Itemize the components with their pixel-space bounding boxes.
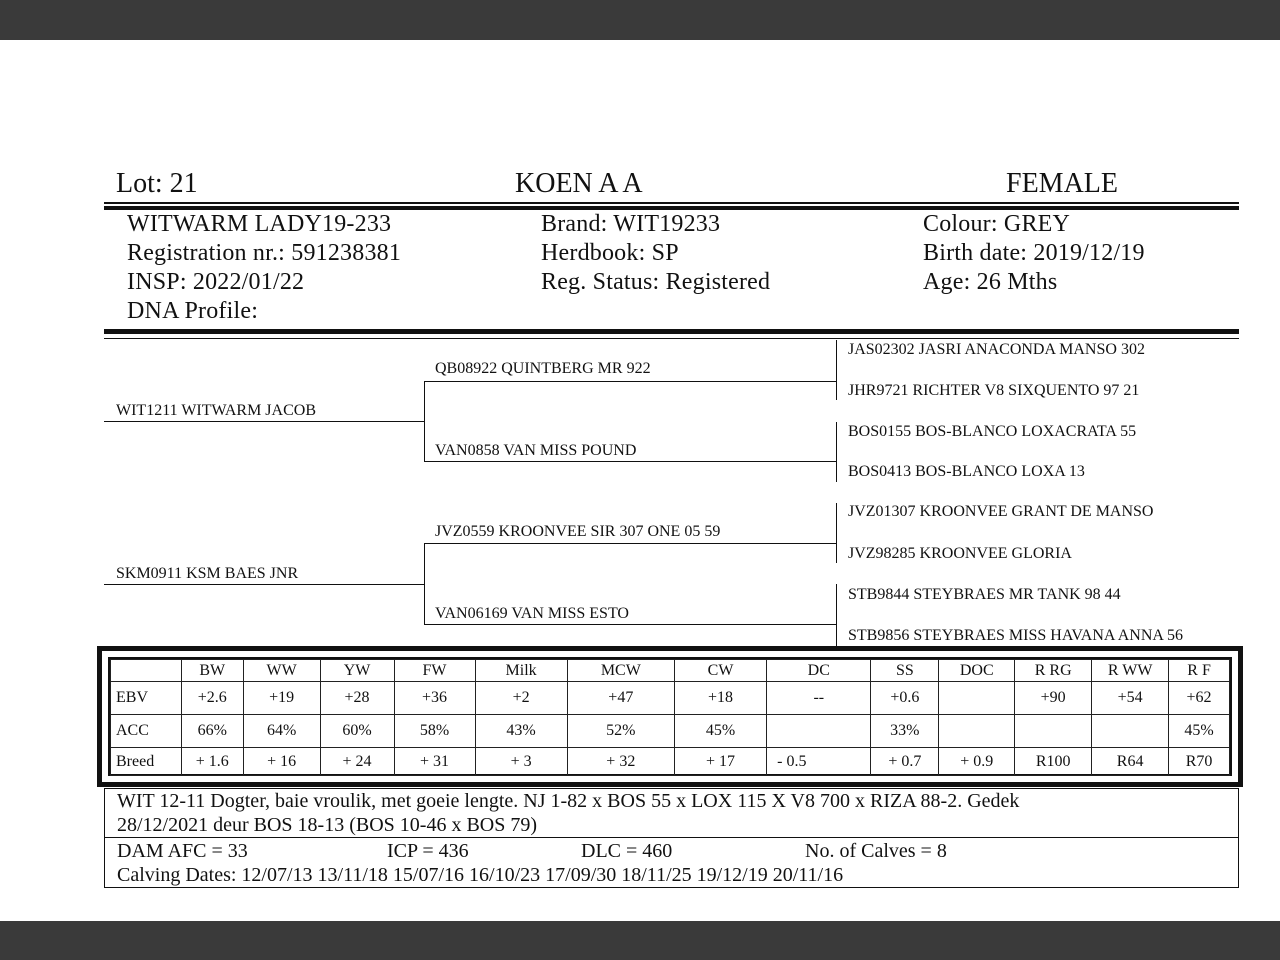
info-rule-thick	[104, 329, 1239, 334]
breed-cell: + 17	[674, 748, 766, 776]
ggp-2: JHR9721 RICHTER V8 SIXQUENTO 97 21	[848, 382, 1140, 399]
ebv-header: YW	[320, 660, 394, 682]
header-rule-thick	[104, 206, 1239, 210]
ebv-cell: +2	[475, 682, 567, 715]
ebv-cell: +62	[1169, 682, 1230, 715]
dam-dam-line	[424, 624, 836, 625]
ebv-cell: +2.6	[181, 682, 243, 715]
breed-cell: R100	[1015, 748, 1092, 776]
dam-sire-name: JVZ0559 KROONVEE SIR 307 ONE 05 59	[435, 523, 721, 540]
dam-bracket	[424, 544, 425, 625]
ebv-header: WW	[243, 660, 320, 682]
breed-cell: + 24	[320, 748, 394, 776]
sex-label: FEMALE	[1006, 168, 1118, 199]
age: Age: 26 Mths	[923, 269, 1058, 295]
breed-cell: + 16	[243, 748, 320, 776]
acc-cell: 43%	[475, 715, 567, 748]
acc-row	[111, 715, 1230, 748]
acc-cell: 66%	[181, 715, 243, 748]
bottom-bar	[0, 921, 1280, 960]
colour: Colour: GREY	[923, 211, 1071, 237]
acc-cell: 64%	[243, 715, 320, 748]
ebv-header: BW	[181, 660, 243, 682]
ebv-row	[111, 682, 1230, 715]
breed-cell: + 0.9	[939, 748, 1015, 776]
ebv-header: FW	[394, 660, 475, 682]
acc-cell: 60%	[320, 715, 394, 748]
ggp-7: STB9844 STEYBRAES MR TANK 98 44	[848, 586, 1121, 603]
ebv-cell: +19	[243, 682, 320, 715]
dna-profile: DNA Profile:	[127, 298, 259, 324]
ebv-header: DOC	[939, 660, 1015, 682]
top-bar	[0, 0, 1280, 40]
breed-cell: + 1.6	[181, 748, 243, 776]
ggp-8: STB9856 STEYBRAES MISS HAVANA ANNA 56	[848, 627, 1184, 644]
sire-dam-line	[424, 461, 836, 462]
ggp-bracket-4	[836, 584, 837, 646]
calves-count: No. of Calves = 8	[805, 840, 947, 862]
ebv-header: Milk	[475, 660, 567, 682]
breed-cell: - 0.5	[767, 748, 871, 776]
ebv-cell: +18	[674, 682, 766, 715]
ebv-cell: +54	[1092, 682, 1169, 715]
ebv-cell: +36	[394, 682, 475, 715]
notes-line-2: 28/12/2021 deur BOS 18-13 (BOS 10-46 x BOS 79)	[117, 814, 538, 836]
lot-number: Lot: 21	[116, 168, 198, 199]
notes-box	[104, 788, 1239, 888]
ggp-1: JAS02302 JASRI ANACONDA MANSO 302	[848, 341, 1145, 358]
breed-cell: + 3	[475, 748, 567, 776]
breed-cell: + 0.7	[871, 748, 939, 776]
ebv-header: R RG	[1015, 660, 1092, 682]
ebv-header: MCW	[567, 660, 674, 682]
breed-cell: R70	[1169, 748, 1230, 776]
ebv-header: DC	[767, 660, 871, 682]
registration-status: Reg. Status: Registered	[541, 269, 771, 295]
acc-cell: 52%	[567, 715, 674, 748]
dam-sire-line	[424, 543, 836, 544]
ebv-cell: +28	[320, 682, 394, 715]
dlc: DLC = 460	[581, 840, 673, 862]
ggp-bracket-2	[836, 422, 837, 482]
ebv-table-frame	[97, 646, 1243, 787]
notes-line-1: WIT 12-11 Dogter, baie vroulik, met goeie lengte. NJ 1-82 x BOS 55 x LOX 115 X V8 700 x RIZA 88-2. Gedek	[117, 790, 1020, 812]
notes-divider	[105, 837, 1238, 838]
row-label: ACC	[111, 715, 182, 748]
sire-line	[104, 421, 424, 422]
acc-cell	[939, 715, 1015, 748]
ebv-header: R WW	[1092, 660, 1169, 682]
dam-dam-name: VAN06169 VAN MISS ESTO	[435, 605, 629, 622]
ebv-table	[110, 659, 1230, 776]
ggp-bracket-3	[836, 503, 837, 563]
icp: ICP = 436	[387, 840, 469, 862]
ebv-header: CW	[674, 660, 766, 682]
brand: Brand: WIT19233	[541, 211, 721, 237]
ebv-cell: +0.6	[871, 682, 939, 715]
acc-cell: 58%	[394, 715, 475, 748]
ggp-3: BOS0155 BOS-BLANCO LOXACRATA 55	[848, 423, 1137, 440]
ebv-header: SS	[871, 660, 939, 682]
breed-cell: + 32	[567, 748, 674, 776]
ebv-cell: --	[767, 682, 871, 715]
breed-cell: + 31	[394, 748, 475, 776]
ebv-cell	[939, 682, 1015, 715]
ebv-corner	[111, 660, 182, 682]
dam-afc: DAM AFC = 33	[117, 840, 248, 862]
ggp-4: BOS0413 BOS-BLANCO LOXA 13	[848, 463, 1085, 480]
ebv-cell: +47	[567, 682, 674, 715]
acc-cell: 45%	[674, 715, 766, 748]
acc-cell	[767, 715, 871, 748]
ebv-cell: +90	[1015, 682, 1092, 715]
acc-cell	[1092, 715, 1169, 748]
sire-sire-name: QB08922 QUINTBERG MR 922	[435, 360, 651, 377]
sire-dam-name: VAN0858 VAN MISS POUND	[435, 442, 637, 459]
breeder-name: KOEN A A	[515, 168, 643, 199]
header-rule	[104, 202, 1239, 204]
animal-name: WITWARM LADY19-233	[127, 211, 392, 237]
ggp-5: JVZ01307 KROONVEE GRANT DE MANSO	[848, 503, 1154, 520]
ggp-6: JVZ98285 KROONVEE GLORIA	[848, 545, 1072, 562]
breed-cell: R64	[1092, 748, 1169, 776]
row-label: EBV	[111, 682, 182, 715]
dam-line	[104, 584, 424, 585]
inspection-date: INSP: 2022/01/22	[127, 269, 305, 295]
birth-date: Birth date: 2019/12/19	[923, 240, 1145, 266]
sire-name: WIT1211 WITWARM JACOB	[116, 402, 316, 419]
acc-cell: 33%	[871, 715, 939, 748]
herdbook: Herdbook: SP	[541, 240, 679, 266]
acc-cell	[1015, 715, 1092, 748]
registration-number: Registration nr.: 591238381	[127, 240, 402, 266]
ebv-header: R F	[1169, 660, 1230, 682]
ebv-header-row	[111, 660, 1230, 682]
acc-cell: 45%	[1169, 715, 1230, 748]
dam-name: SKM0911 KSM BAES JNR	[116, 565, 299, 582]
sire-bracket	[424, 381, 425, 462]
row-label: Breed	[111, 748, 182, 776]
sire-sire-line	[424, 381, 836, 382]
calving-dates: Calving Dates: 12/07/13 13/11/18 15/07/16 16/10/23 17/09/30 18/11/25 19/12/19 20/11/16	[117, 864, 844, 886]
ggp-bracket-1	[836, 340, 837, 400]
breed-row	[111, 748, 1230, 776]
info-rule	[104, 338, 1239, 339]
